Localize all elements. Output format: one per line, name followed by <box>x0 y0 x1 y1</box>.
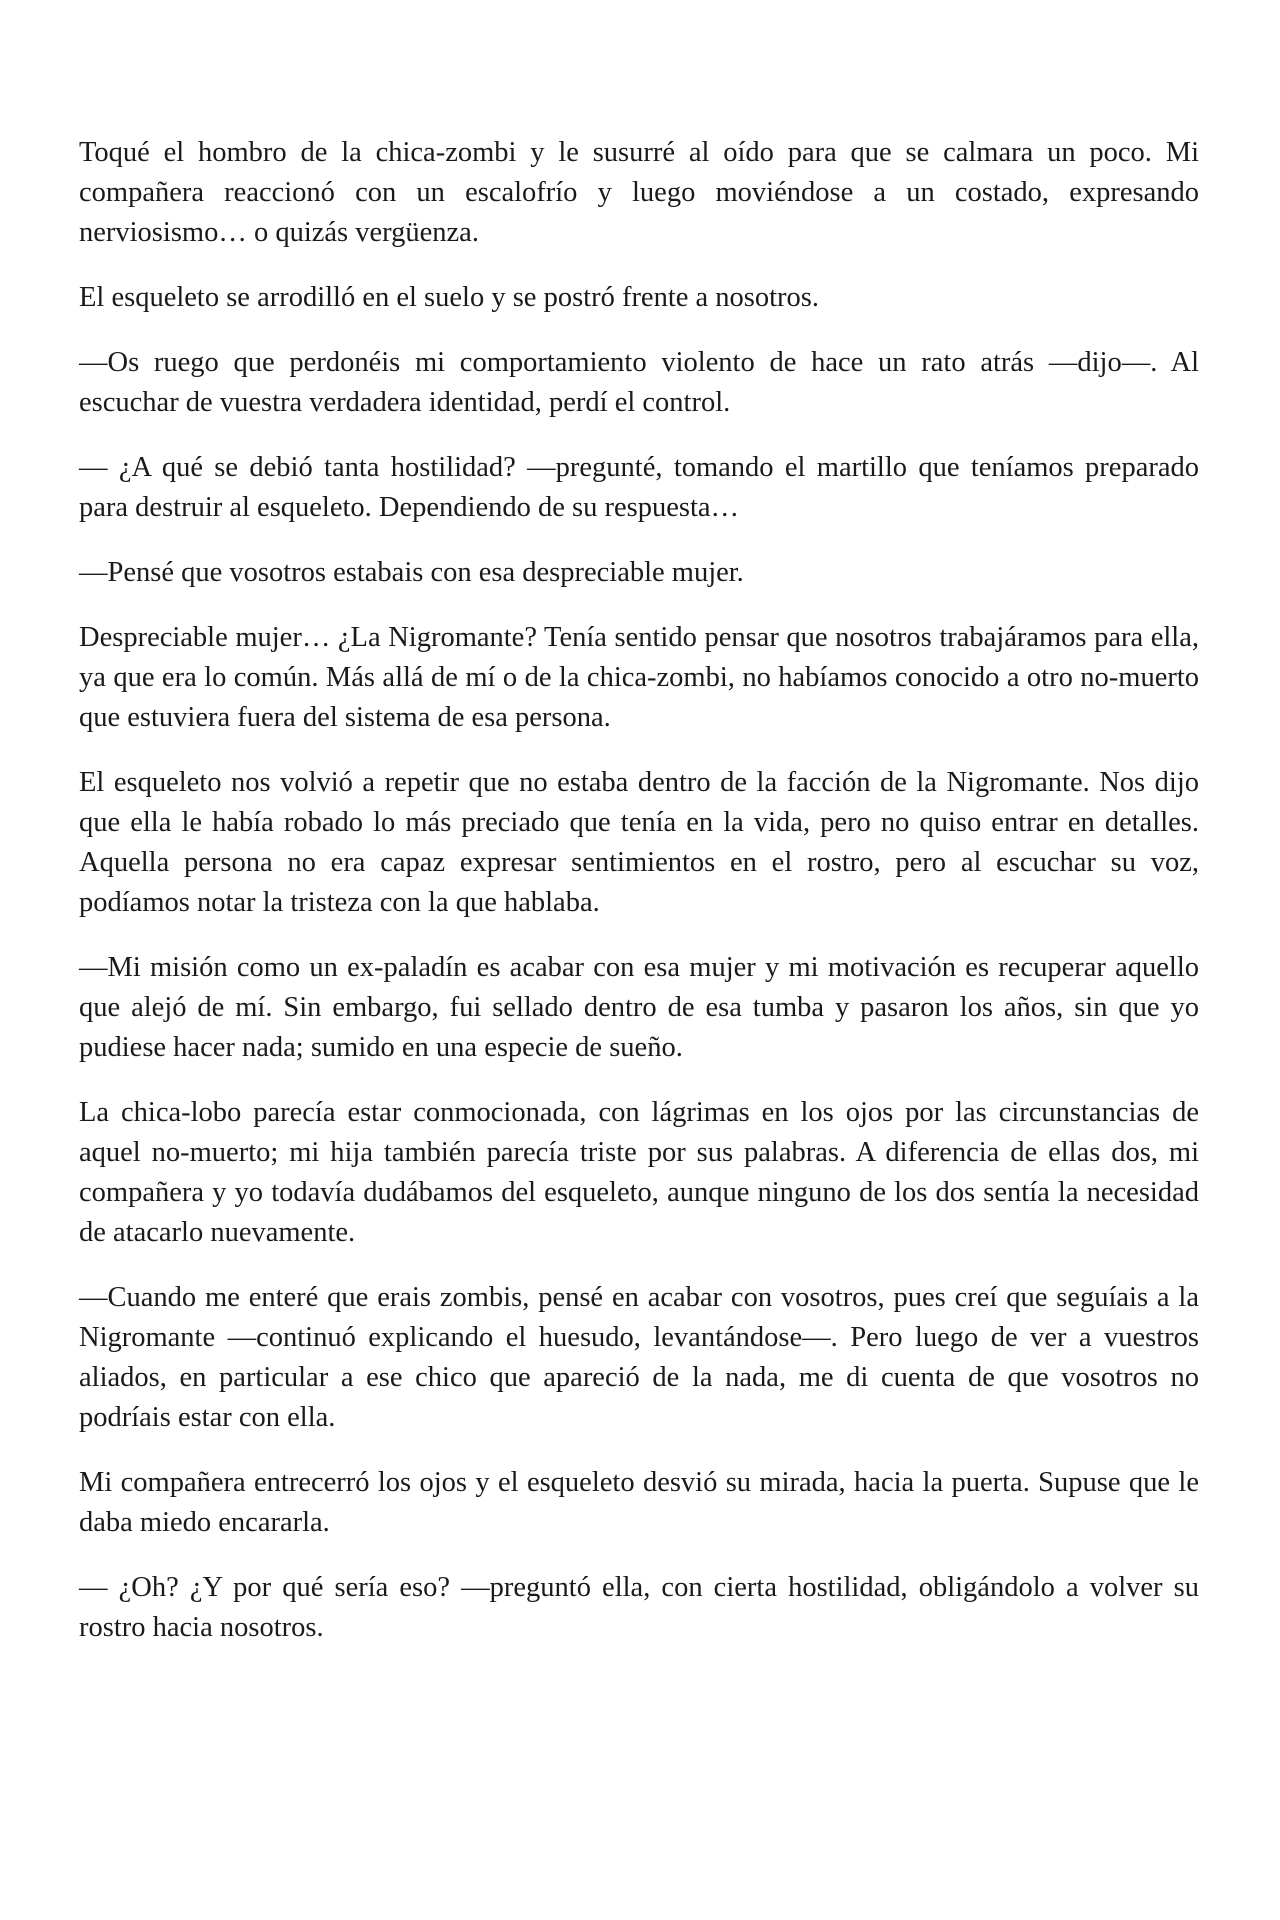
paragraph: — ¿Oh? ¿Y por qué sería eso? —preguntó ella, con cierta hostilidad, obligándolo a volver su rostro hacia nosotros. <box>79 1572 1199 1643</box>
paragraph: Despreciable mujer… ¿La Nigromante? Tenía sentido pensar que nosotros trabajáramos para ella, ya que era lo común. Más allá de mí o de la chica-zombi, no habíamos conocido a otro no-muerto que estuviera fuera del sistema de esa persona. <box>79 622 1199 733</box>
paragraph: La chica-lobo parecía estar conmocionada, con lágrimas en los ojos por las circunstancias de aquel no-muerto; mi hija también parecía triste por sus palabras. A diferencia de ellas dos, mi compañera y yo todavía dudábamos del esqueleto, aunque ninguno de los dos sentía la necesidad de atacarlo nuevamente. <box>79 1097 1199 1248</box>
paragraph: El esqueleto nos volvió a repetir que no estaba dentro de la facción de la Nigromante. Nos dijo que ella le había robado lo más preciado que tenía en la vida, pero no quiso entrar en detalles. Aquella persona no era capaz expresar sentimientos en el rostro, pero al escuchar su voz, podíamos notar la tristeza con la que hablaba. <box>79 767 1199 918</box>
paragraph: El esqueleto se arrodilló en el suelo y se postró frente a nosotros. <box>79 282 820 313</box>
paragraph: Mi compañera entrecerró los ojos y el esqueleto desvió su mirada, hacia la puerta. Supuse que le daba miedo encararla. <box>79 1467 1199 1538</box>
paragraph: —Pensé que vosotros estabais con esa despreciable mujer. <box>79 557 744 588</box>
paragraph: —Os ruego que perdonéis mi comportamiento violento de hace un rato atrás —dijo—. Al escuchar de vuestra verdadera identidad, perdí el control. <box>79 347 1199 418</box>
paragraph: Toqué el hombro de la chica-zombi y le susurré al oído para que se calmara un poco. Mi compañera reaccionó con un escalofrío y luego moviéndose a un costado, expresando nerviosismo… o quizás vergüenza. <box>79 137 1199 248</box>
paragraph: —Mi misión como un ex-paladín es acabar con esa mujer y mi motivación es recuperar aquello que alejó de mí. Sin embargo, fui sellado dentro de esa tumba y pasaron los años, sin que yo pudiese hacer nada; sumido en una especie de sueño. <box>79 952 1199 1063</box>
paragraph: —Cuando me enteré que erais zombis, pensé en acabar con vosotros, pues creí que seguíais a la Nigromante —continuó explicando el huesudo, levantándose—. Pero luego de ver a vuestros aliados, en particular a ese chico que apareció de la nada, me di cuenta de que vosotros no podríais estar con ella. <box>79 1282 1199 1433</box>
paragraph: — ¿A qué se debió tanta hostilidad? —pregunté, tomando el martillo que teníamos preparado para destruir al esqueleto. Dependiendo de su respuesta… <box>79 452 1199 523</box>
document-page <box>79 133 1199 1673</box>
